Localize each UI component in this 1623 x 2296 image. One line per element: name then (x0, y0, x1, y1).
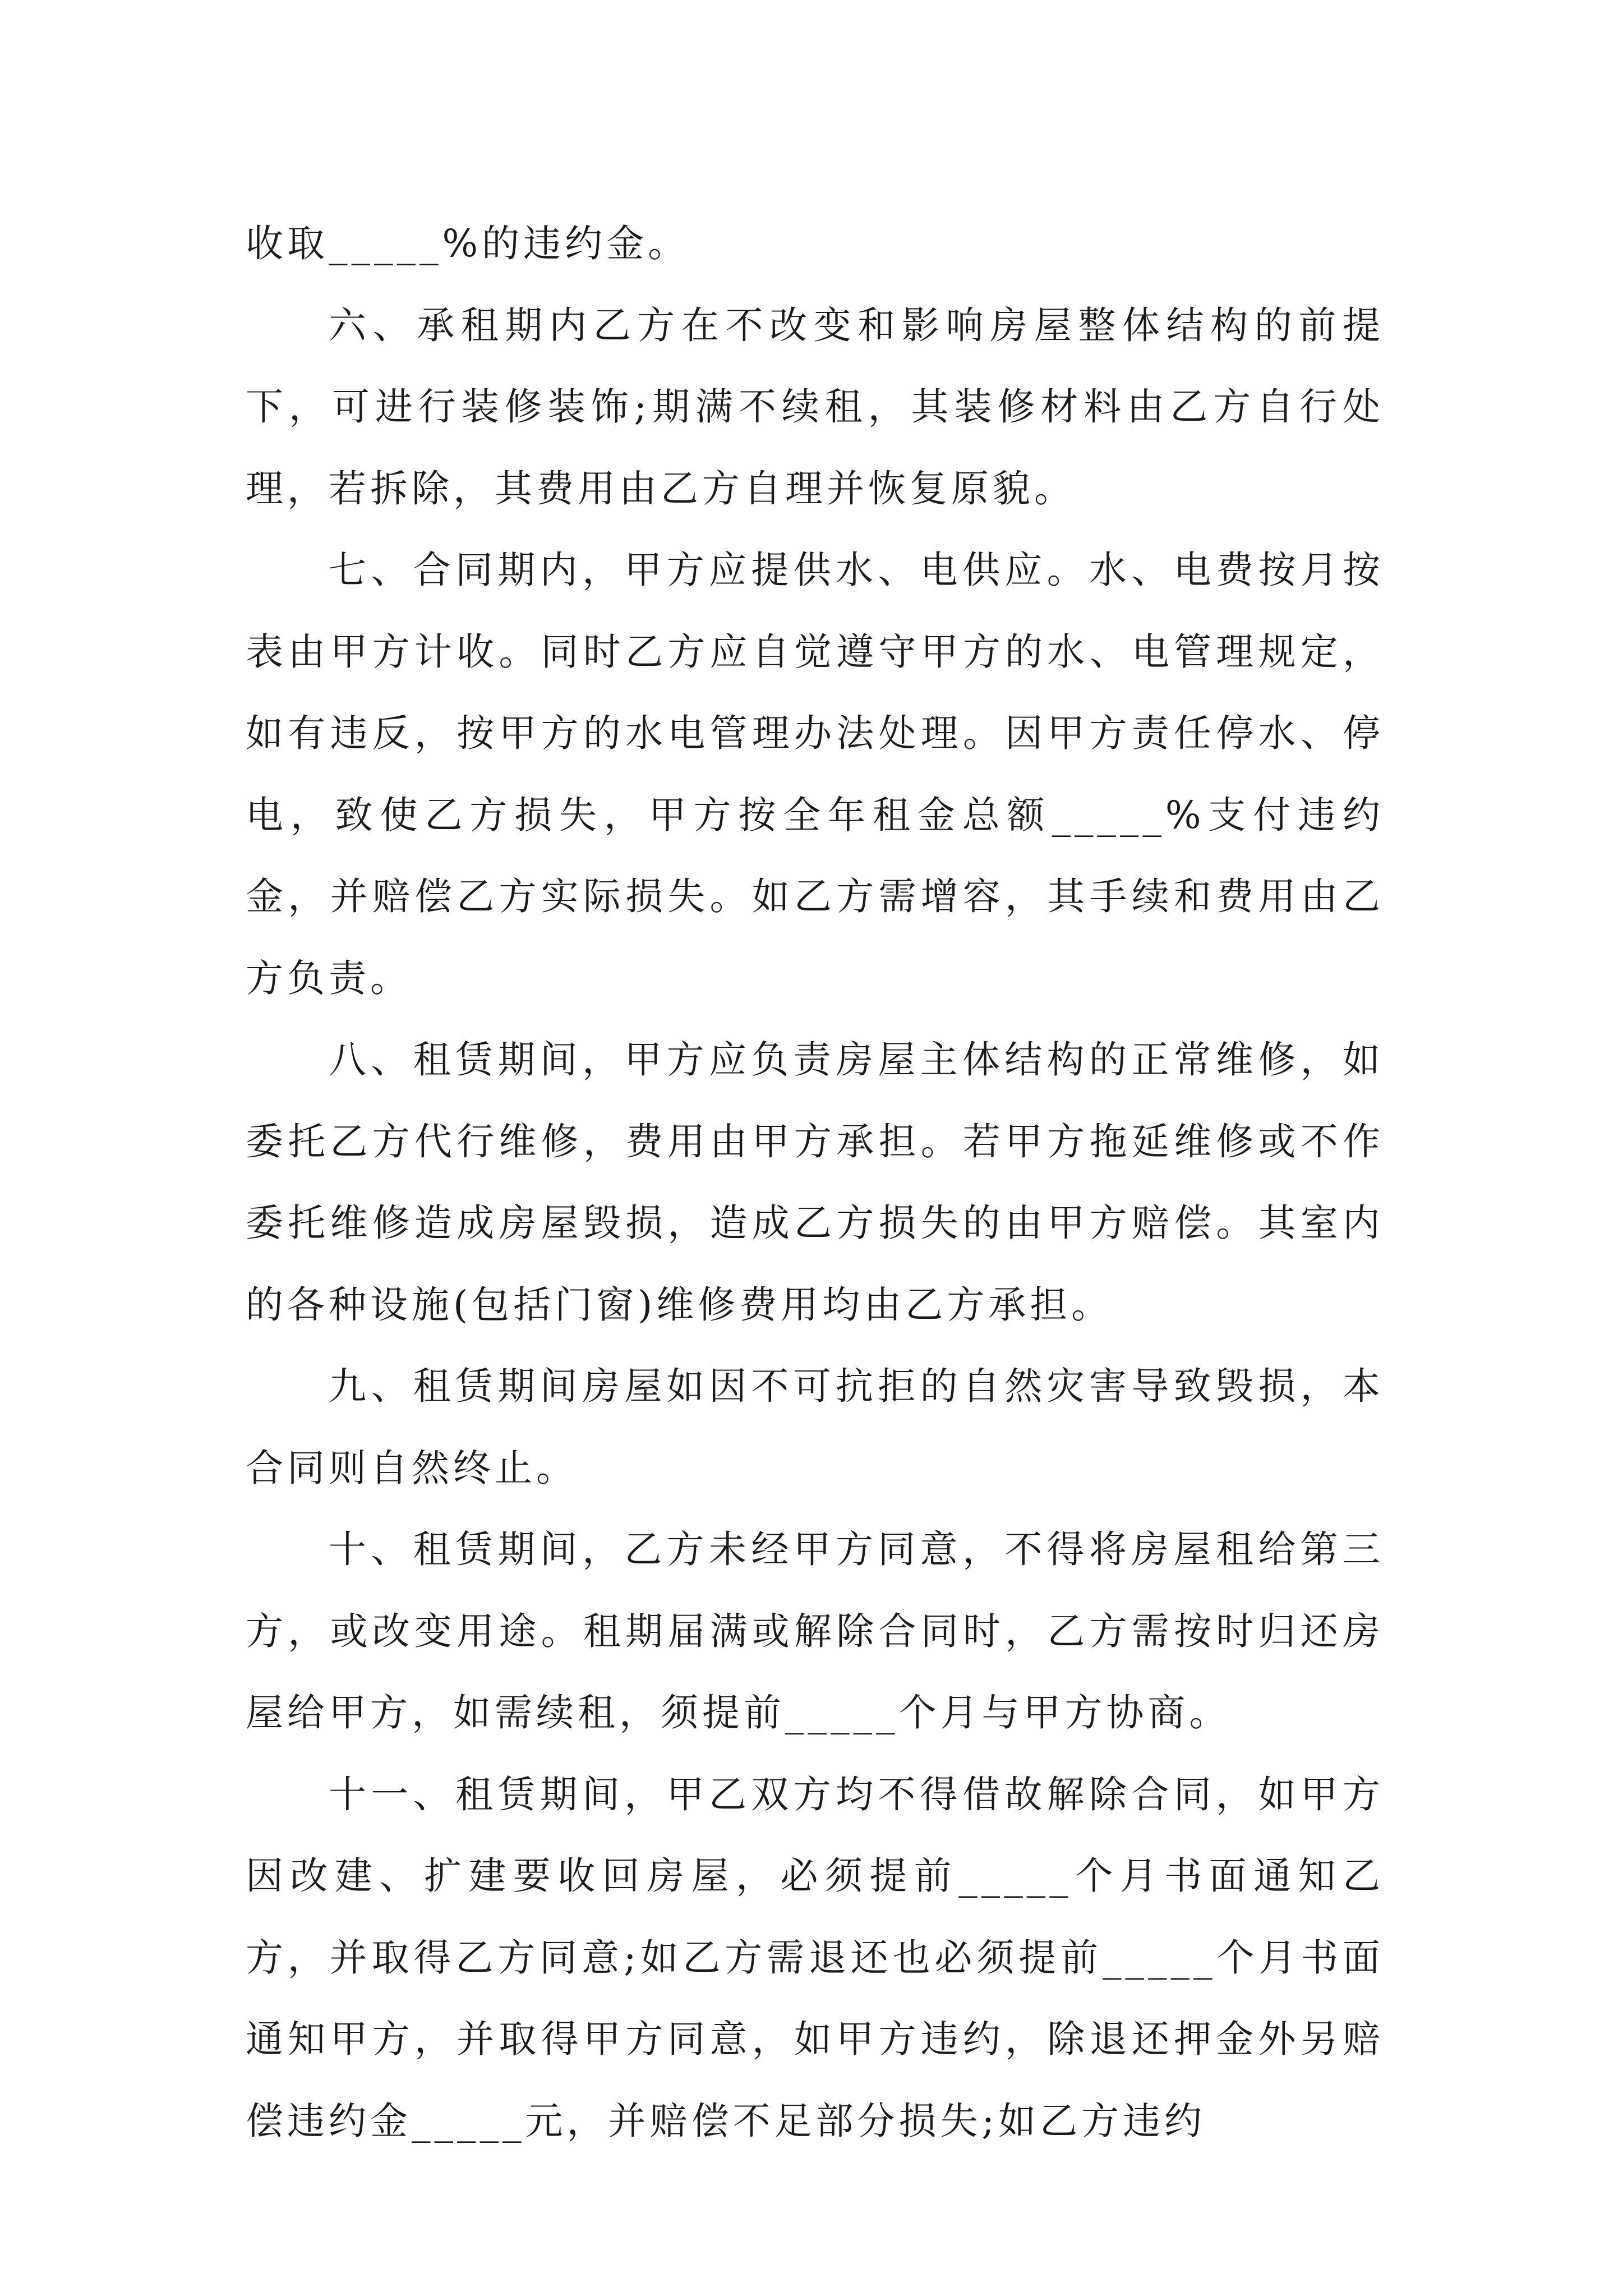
paragraph-clause-7: 七、合同期内，甲方应提供水、电供应。水、电费按月按表由甲方计收。同时乙方应自觉遵守甲方的水、电管理规定，如有违反，按甲方的水电管理办法处理。因甲方责任停水、停电，致使乙方损失，甲方按全年租金总额_____%支付违约金，并赔偿乙方实际损失。如乙方需增容，其手续和费用由乙方负责。 (246, 548, 1384, 1000)
paragraph-clause-8: 八、租赁期间，甲方应负责房屋主体结构的正常维修，如委托乙方代行维修，费用由甲方承担。若甲方拖延维修或不作委托维修造成房屋毁损，造成乙方损失的由甲方赔偿。其室内的各种设施(包括门窗)维修费用均由乙方承担。 (246, 1038, 1384, 1327)
paragraph-clause-10: 十、租赁期间，乙方未经甲方同意，不得将房屋租给第三方，或改变用途。租期届满或解除合同时，乙方需按时归还房屋给甲方，如需续租，须提前_____个月与甲方协商。 (246, 1527, 1384, 1734)
document-body (246, 203, 1384, 2162)
paragraph-clause-9: 九、租赁期间房屋如因不可抗拒的自然灾害导致毁损，本合同则自然终止。 (246, 1364, 1384, 1490)
paragraph-clause-6: 六、承租期内乙方在不改变和影响房屋整体结构的前提下，可进行装修装饰;期满不续租，其装修材料由乙方自行处理，若拆除，其费用由乙方自理并恢复原貌。 (246, 303, 1384, 510)
paragraph-penalty-continuation: 收取_____%的违约金。 (246, 222, 690, 265)
paragraph-clause-11: 十一、租赁期间，甲乙双方均不得借故解除合同，如甲方因改建、扩建要收回房屋，必须提前_____个月书面通知乙方，并取得乙方同意;如乙方需退还也必须提前_____个月书面通知甲方，并取得甲方同意，如甲方违约，除退还押金外另赔偿违约金_____元，并赔偿不足部分损失;如乙方违约 (246, 1772, 1384, 2143)
